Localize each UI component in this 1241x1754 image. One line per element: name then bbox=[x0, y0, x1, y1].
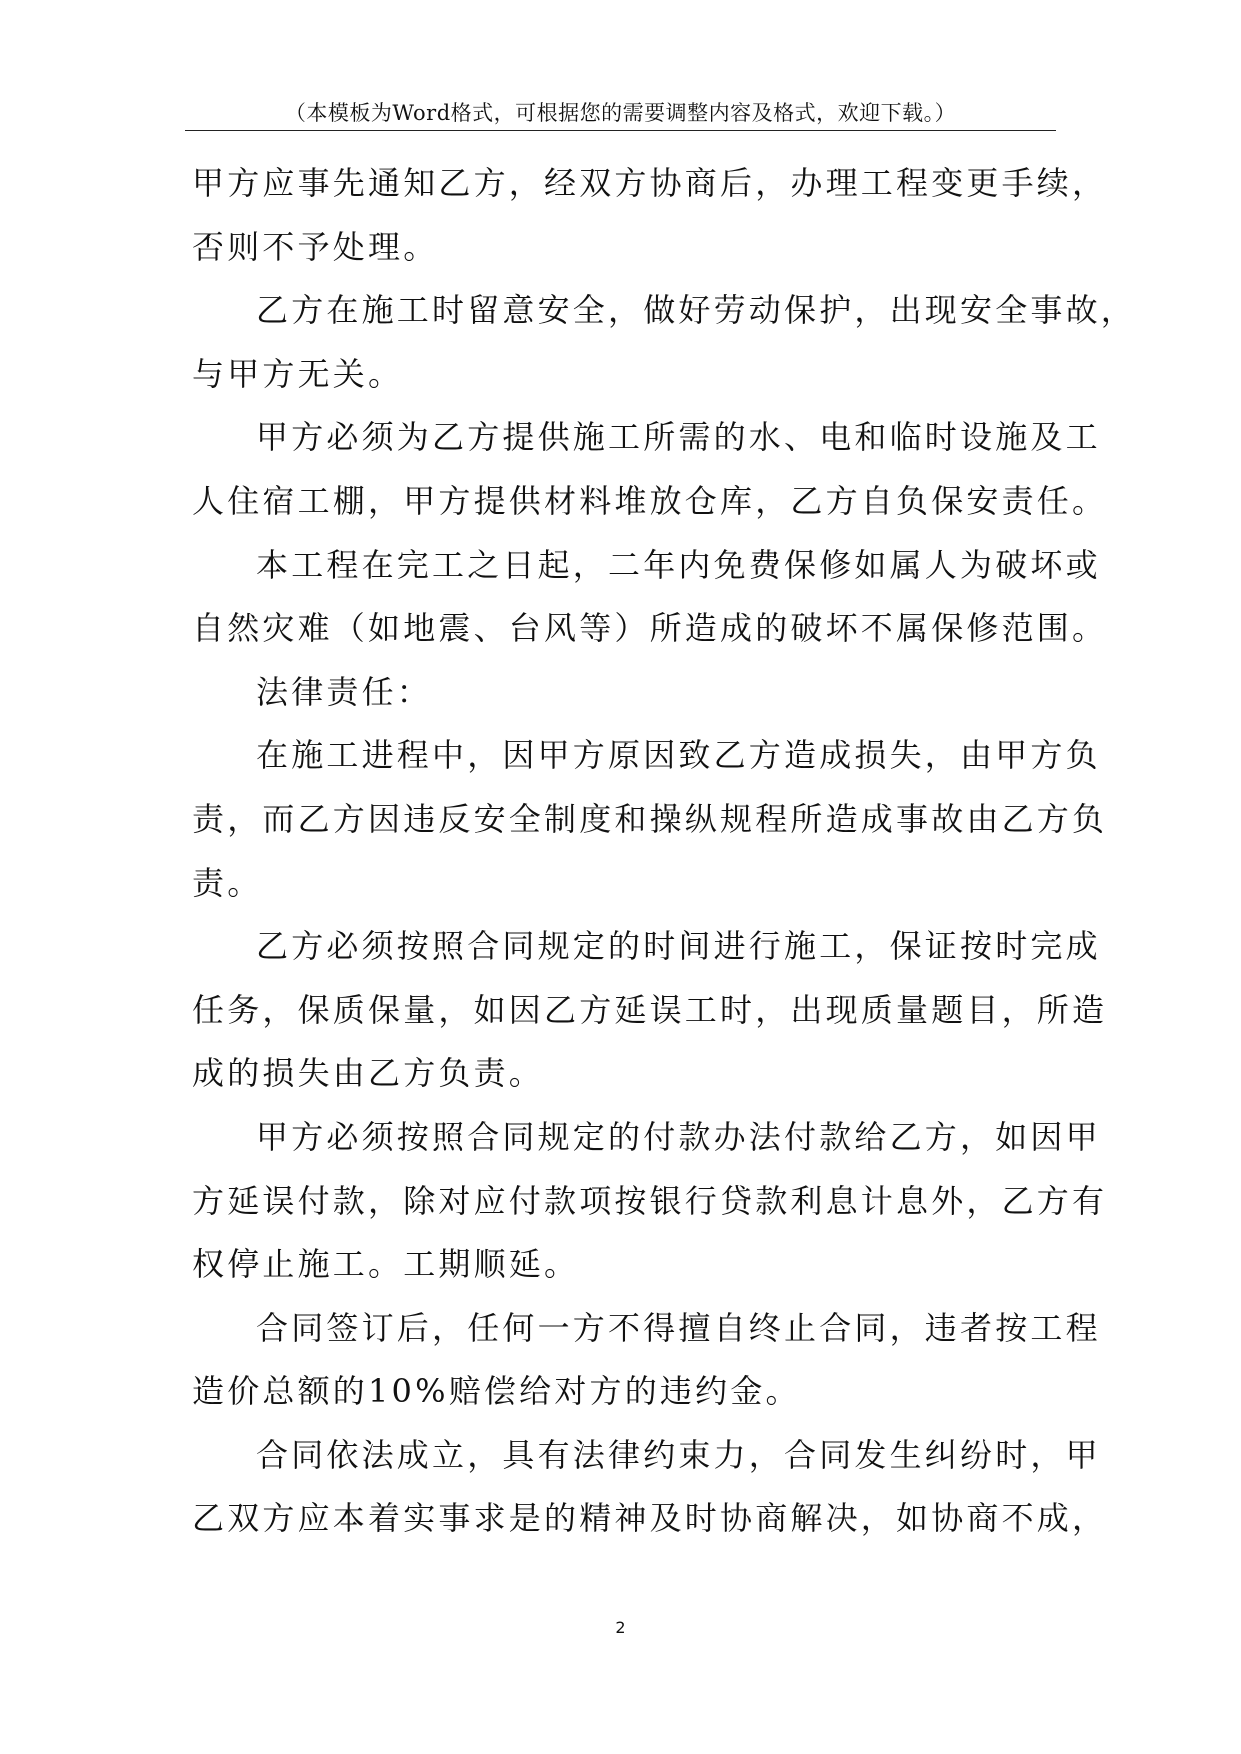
document-body bbox=[192, 152, 1137, 1551]
paragraph bbox=[192, 1424, 1108, 1551]
paragraph bbox=[192, 152, 1108, 279]
paragraph-line: 在施工进程中，因甲方原因致乙方造成损失，由甲方负 bbox=[256, 736, 1101, 775]
paragraph-line: 人住宿工棚，甲方提供材料堆放仓库，乙方自负保安责任。 bbox=[192, 481, 1108, 520]
paragraph-line: 造价总额的10%赔偿给对方的违约金。 bbox=[192, 1372, 801, 1411]
paragraph-line: 任务，保质保量，如因乙方延误工时，出现质量题目，所造 bbox=[192, 990, 1108, 1029]
paragraph-line: 合同依法成立，具有法律约束力，合同发生纠纷时，甲 bbox=[256, 1435, 1101, 1474]
paragraph bbox=[192, 1297, 1101, 1424]
paragraph bbox=[192, 724, 1108, 915]
paragraph-line: 合同签订后，任何一方不得擅自终止合同，违者按工程 bbox=[256, 1308, 1101, 1347]
paragraph-line: 自然灾难（如地震、台风等）所造成的破坏不属保修范围。 bbox=[192, 609, 1108, 648]
paragraph-line: 乙方在施工时留意安全，做好劳动保护，出现安全事故， bbox=[256, 291, 1137, 330]
paragraph-line: 乙方必须按照合同规定的时间进行施工，保证按时完成 bbox=[256, 927, 1101, 966]
paragraph-line: 甲方必须按照合同规定的付款办法付款给乙方，如因甲 bbox=[256, 1117, 1101, 1156]
header-divider bbox=[185, 130, 1056, 131]
paragraph-line: 乙双方应本着实事求是的精神及时协商解决，如协商不成， bbox=[192, 1499, 1108, 1538]
paragraph-line: 责。 bbox=[192, 863, 263, 902]
paragraph-line: 成的损失由乙方负责。 bbox=[192, 1054, 545, 1093]
paragraph-line: 法律责任： bbox=[256, 672, 433, 711]
paragraph bbox=[192, 406, 1108, 533]
paragraph-line: 甲方必须为乙方提供施工所需的水、电和临时设施及工 bbox=[256, 418, 1101, 457]
paragraph bbox=[192, 915, 1108, 1106]
paragraph bbox=[192, 661, 1052, 725]
page-number: 2 bbox=[615, 1618, 626, 1637]
paragraph bbox=[192, 1106, 1108, 1297]
paragraph-line: 甲方应事先通知乙方，经双方协商后，办理工程变更手续， bbox=[192, 164, 1108, 202]
paragraph-line: 方延误付款，除对应付款项按银行贷款利息计息外，乙方有 bbox=[192, 1181, 1108, 1220]
paragraph bbox=[192, 279, 1137, 406]
paragraph-line: 权停止施工。工期顺延。 bbox=[192, 1245, 580, 1284]
header-note: （本模板为Word格式，可根据您的需要调整内容及格式，欢迎下载。） bbox=[284, 101, 957, 125]
paragraph bbox=[192, 534, 1108, 661]
paragraph-line: 否则不予处理。 bbox=[192, 227, 439, 266]
paragraph-line: 责，而乙方因违反安全制度和操纵规程所造成事故由乙方负 bbox=[192, 799, 1108, 838]
paragraph-line: 与甲方无关。 bbox=[192, 354, 404, 393]
paragraph-line: 本工程在完工之日起，二年内免费保修如属人为破坏或 bbox=[256, 545, 1101, 584]
